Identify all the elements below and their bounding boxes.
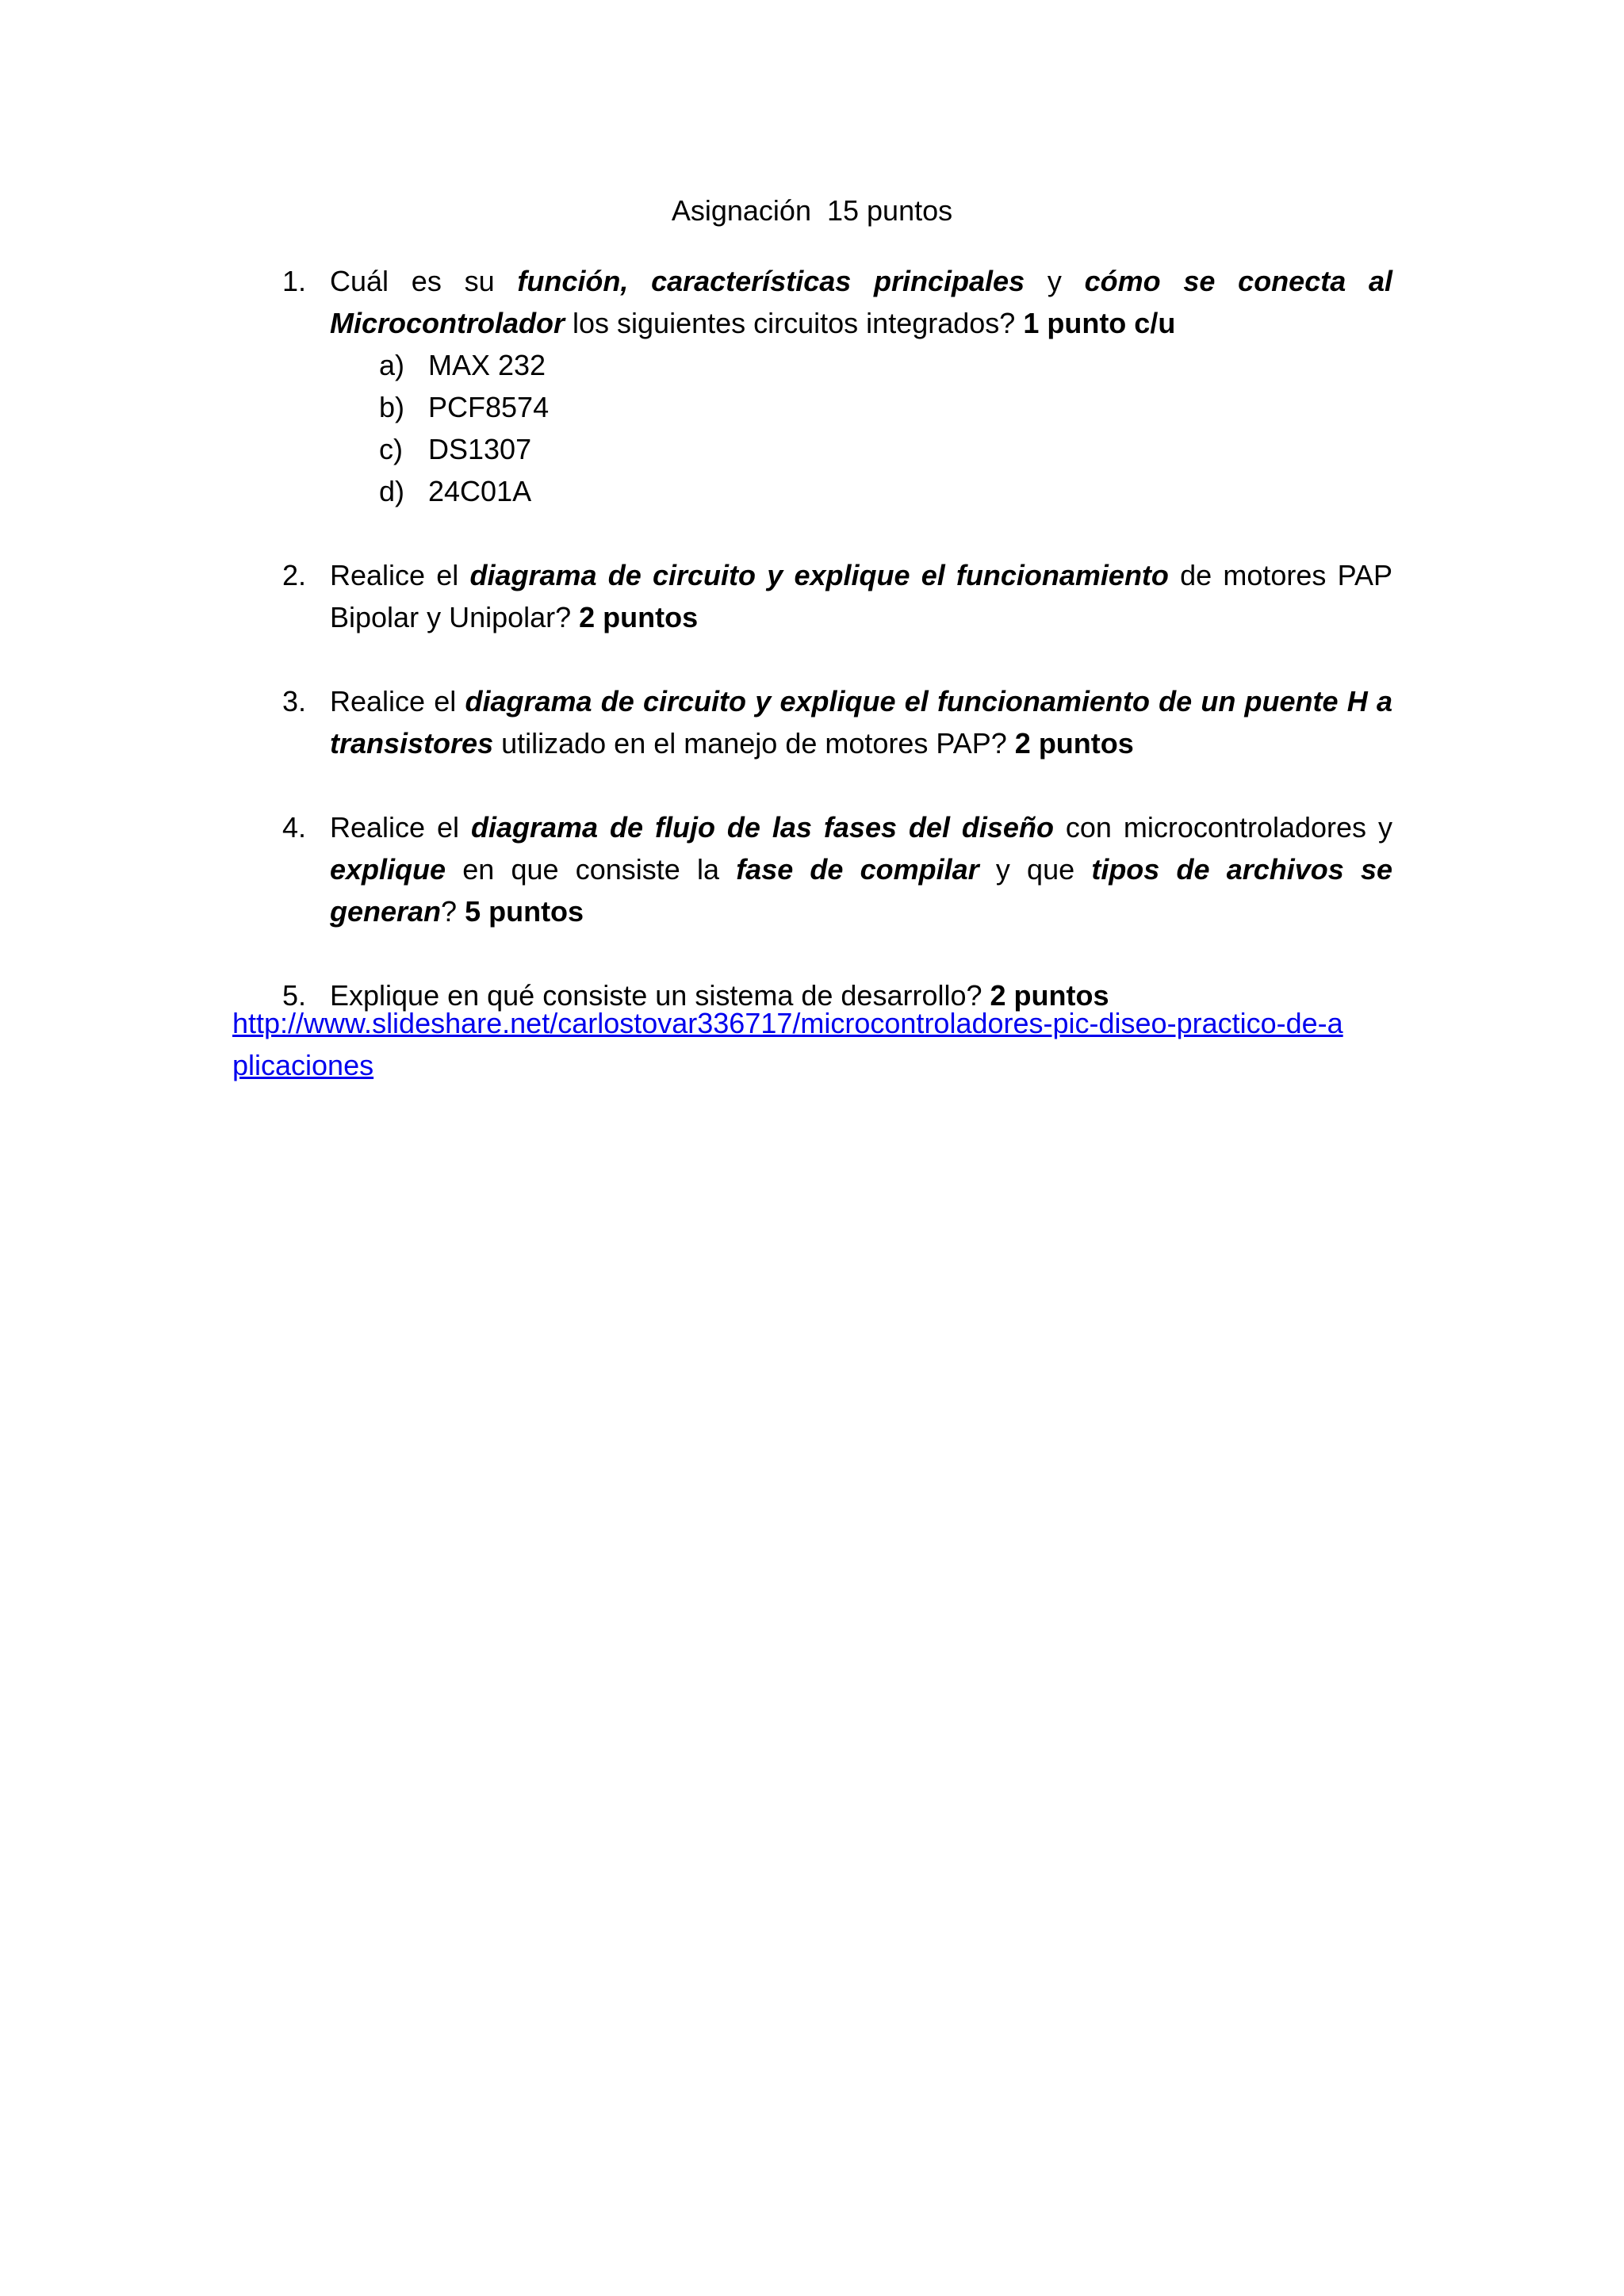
question-emphasis: cómo se conecta al Microcontrolador (330, 265, 1392, 339)
subitem-text: PCF8574 (428, 391, 550, 423)
question-points: 2 puntos (990, 979, 1109, 1012)
question-points: 2 puntos (1014, 727, 1134, 760)
question-emphasis: fase de compilar (736, 853, 979, 886)
question-text-run: de motores PAP Bipolar y Unipolar? (330, 559, 1392, 633)
question-text-run: Cuál es su (330, 265, 518, 297)
question-text-run: y que (979, 853, 1092, 886)
question-points: 5 puntos (465, 895, 584, 928)
question-list (282, 260, 1392, 1058)
subitem-label: b) (379, 391, 405, 423)
question-emphasis: tipos de archivos se generan (330, 853, 1393, 928)
question-text-run: utilizado en el manejo de motores PAP? (493, 727, 1015, 760)
question-text-run: Explique en qué consiste un sistema de desarrollo? (330, 979, 990, 1012)
question-emphasis: explique (330, 853, 446, 886)
subitem-text: DS1307 (428, 433, 532, 465)
subitem (379, 428, 1392, 470)
subitem-list (330, 344, 1392, 512)
subitem (379, 470, 1392, 512)
question-number: 5. (282, 979, 307, 1012)
question-text (330, 806, 1392, 932)
question-text-run: ? (441, 895, 465, 928)
question-emphasis: diagrama de circuito y explique el funcionamiento (469, 559, 1169, 591)
question-text-run: con microcontroladores y (1053, 811, 1392, 844)
question-item (282, 260, 1392, 512)
question-number: 1. (282, 265, 307, 297)
question-item (282, 554, 1392, 638)
question-text (330, 260, 1392, 344)
question-number: 2. (282, 559, 307, 591)
question-points: 2 puntos (579, 601, 699, 633)
question-emphasis: diagrama de circuito y explique el funcionamiento de un puente H a transistores (330, 685, 1392, 760)
question-emphasis: diagrama de flujo de las fases del diseño (471, 811, 1054, 844)
subitem-text: MAX 232 (428, 349, 546, 381)
question-text-run: Realice el (330, 559, 470, 591)
question-text-run: en que consiste la (446, 853, 737, 886)
subitem-label: a) (379, 349, 405, 381)
question-item (282, 806, 1392, 932)
question-points: 1 punto c/u (1023, 307, 1176, 339)
subitem-label: d) (379, 475, 405, 507)
question-text-run: los siguientes circuitos integrados? (565, 307, 1024, 339)
page-title: Asignación 15 puntos (671, 194, 953, 227)
subitem (379, 344, 1392, 386)
question-emphasis: función, características principales (517, 265, 1025, 297)
subitem-text: 24C01A (428, 475, 532, 507)
question-text-run: Realice el (330, 811, 471, 844)
question-number: 4. (282, 811, 307, 844)
question-number: 3. (282, 685, 307, 718)
subitem-label: c) (379, 433, 403, 465)
question-text (330, 680, 1392, 764)
question-text-run: Realice el (330, 685, 465, 718)
question-item (282, 680, 1392, 764)
question-text-run: y (1025, 265, 1085, 297)
reference-link[interactable]: http://www.slideshare.net/carlostovar336717/microcontroladores-pic-diseo-practico-de-aplicaciones (232, 1007, 1343, 1081)
question-text (330, 554, 1392, 638)
subitem (379, 386, 1392, 428)
